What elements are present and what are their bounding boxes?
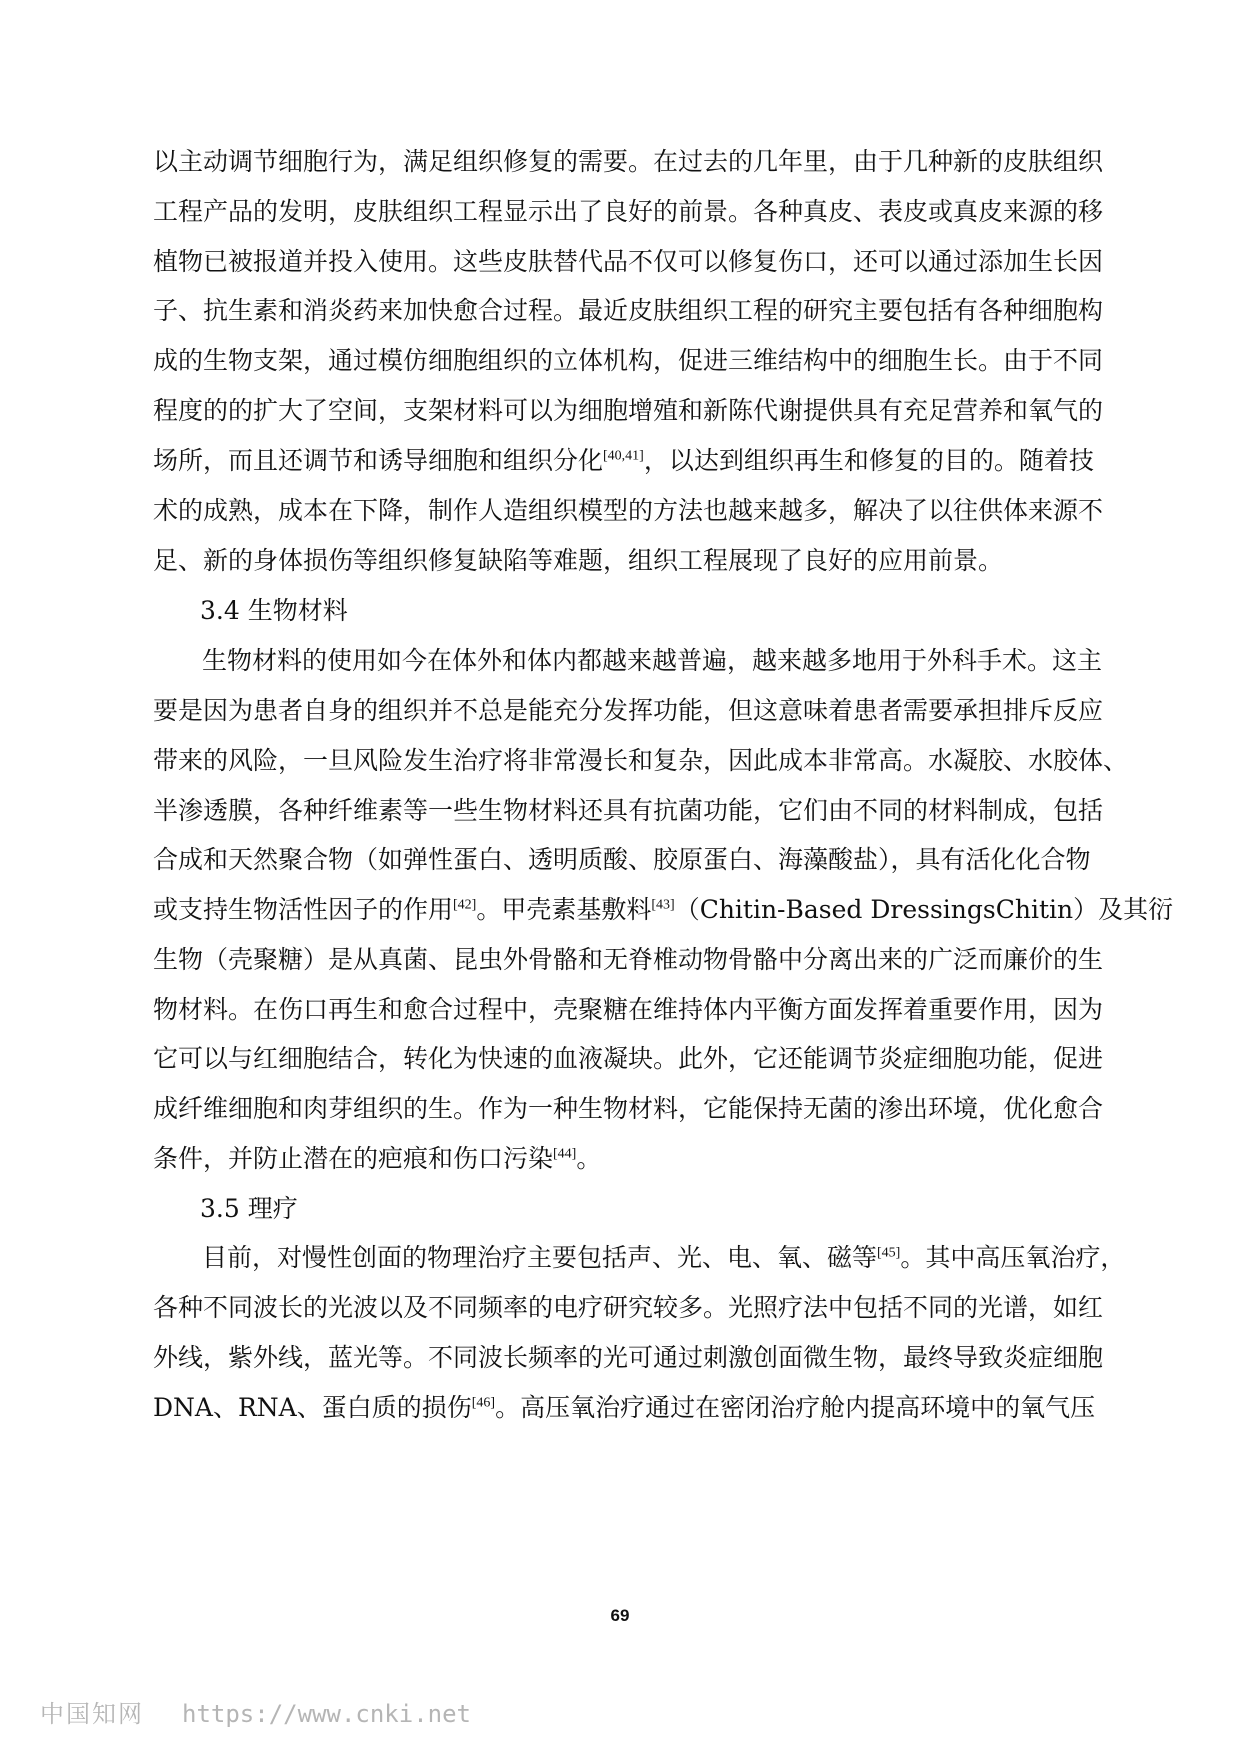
citation-ref: [40,41] xyxy=(603,448,644,464)
text-run: 目前，对慢性创面的物理治疗主要包括声、光、电、氧、磁等 xyxy=(202,1243,878,1272)
text-line xyxy=(153,1393,1096,1423)
text-line: 成的生物支架，通过模仿细胞组织的立体机构，促进三维结构中的细胞生长。由于不同 xyxy=(153,346,1104,375)
text-run: 条件，并防止潜在的疤痕和伤口污染 xyxy=(153,1144,554,1173)
text-line: 工程产品的发明，皮肤组织工程显示出了良好的前景。各种真皮、表皮或真皮来源的移 xyxy=(153,197,1104,226)
text-line: 程度的的扩大了空间，支架材料可以为细胞增殖和新陈代谢提供具有充足营养和氧气的 xyxy=(153,396,1104,425)
text-run: 场所，而且还调节和诱导细胞和组织分化 xyxy=(153,446,604,475)
text-run: DNA、RNA、蛋白质的损伤 xyxy=(153,1393,472,1422)
watermark-site-name: 中国知网 xyxy=(40,1700,144,1728)
text-run: 。高压氧治疗通过在密闭治疗舱内提高环境中的氧气压 xyxy=(495,1393,1096,1422)
text-run: 。甲壳素基敷料 xyxy=(476,895,652,924)
text-line xyxy=(153,1144,601,1174)
citation-ref: [46] xyxy=(471,1395,496,1411)
text-line xyxy=(153,895,1174,925)
text-line: 合成和天然聚合物（如弹性蛋白、透明质酸、胶原蛋白、海藻酸盐），具有活化化合物 xyxy=(153,845,1091,874)
text-line: 各种不同波长的光波以及不同频率的电疗研究较多。光照疗法中包括不同的光谱，如红 xyxy=(153,1293,1104,1322)
text-line xyxy=(153,446,1094,476)
text-line: 生物材料的使用如今在体外和体内都越来越普遍，越来越多地用于外科手术。这主 xyxy=(202,646,1103,675)
text-line: 带来的风险，一旦风险发生治疗将非常漫长和复杂，因此成本非常高。水凝胶、水胶体、 xyxy=(153,746,1129,775)
text-line: 成纤维细胞和肉芽组织的生。作为一种生物材料，它能保持无菌的渗出环境，优化愈合 xyxy=(153,1094,1104,1123)
text-line: 外线，紫外线，蓝光等。不同波长频率的光可通过刺激创面微生物，最终导致炎症细胞 xyxy=(153,1343,1104,1372)
section-heading: 3.4 生物材料 xyxy=(200,596,348,625)
text-run: 。其中高压氧治疗， xyxy=(900,1243,1126,1272)
text-line: 它可以与红细胞结合，转化为快速的血液凝块。此外，它还能调节炎症细胞功能，促进 xyxy=(153,1044,1104,1073)
citation-ref: [45] xyxy=(877,1245,901,1261)
text-line: 植物已被报道并投入使用。这些皮肤替代品不仅可以修复伤口，还可以通过添加生长因 xyxy=(153,247,1104,276)
text-run: （Chitin-Based DressingsChitin）及其衍 xyxy=(674,895,1174,924)
text-line: 要是因为患者自身的组织并不总是能充分发挥功能，但这意味着患者需要承担排斥反应 xyxy=(153,696,1104,725)
text-line: 物材料。在伤口再生和愈合过程中，壳聚糖在维持体内平衡方面发挥着重要作用，因为 xyxy=(153,995,1104,1024)
text-run: 。 xyxy=(576,1144,602,1173)
text-line: 生物（壳聚糖）是从真菌、昆虫外骨骼和无脊椎动物骨骼中分离出来的广泛而廉价的生 xyxy=(153,945,1104,974)
text-line: 子、抗生素和消炎药来加快愈合过程。最近皮肤组织工程的研究主要包括有各种细胞构 xyxy=(153,296,1104,325)
text-run: 或支持生物活性因子的作用 xyxy=(153,895,454,924)
text-run: ，以达到组织再生和修复的目的。随着技 xyxy=(643,446,1094,475)
text-line xyxy=(202,1243,1126,1273)
text-line: 术的成熟，成本在下降，制作人造组织模型的方法也越来越多，解决了以往供体来源不 xyxy=(153,496,1104,525)
citation-ref: [42] xyxy=(453,897,477,913)
cnki-watermark xyxy=(40,1694,471,1729)
page-number: 69 xyxy=(610,1606,630,1625)
text-line: 以主动调节细胞行为，满足组织修复的需要。在过去的几年里，由于几种新的皮肤组织 xyxy=(153,147,1104,176)
section-heading: 3.5 理疗 xyxy=(200,1194,298,1223)
text-line: 半渗透膜，各种纤维素等一些生物材料还具有抗菌功能，它们由不同的材料制成，包括 xyxy=(153,796,1104,825)
watermark-url: https://www.cnki.net xyxy=(182,1700,471,1728)
citation-ref: [44] xyxy=(553,1146,577,1162)
text-line: 足、新的身体损伤等组织修复缺陷等难题，组织工程展现了良好的应用前景。 xyxy=(153,546,1004,575)
citation-ref: [43] xyxy=(651,897,675,913)
